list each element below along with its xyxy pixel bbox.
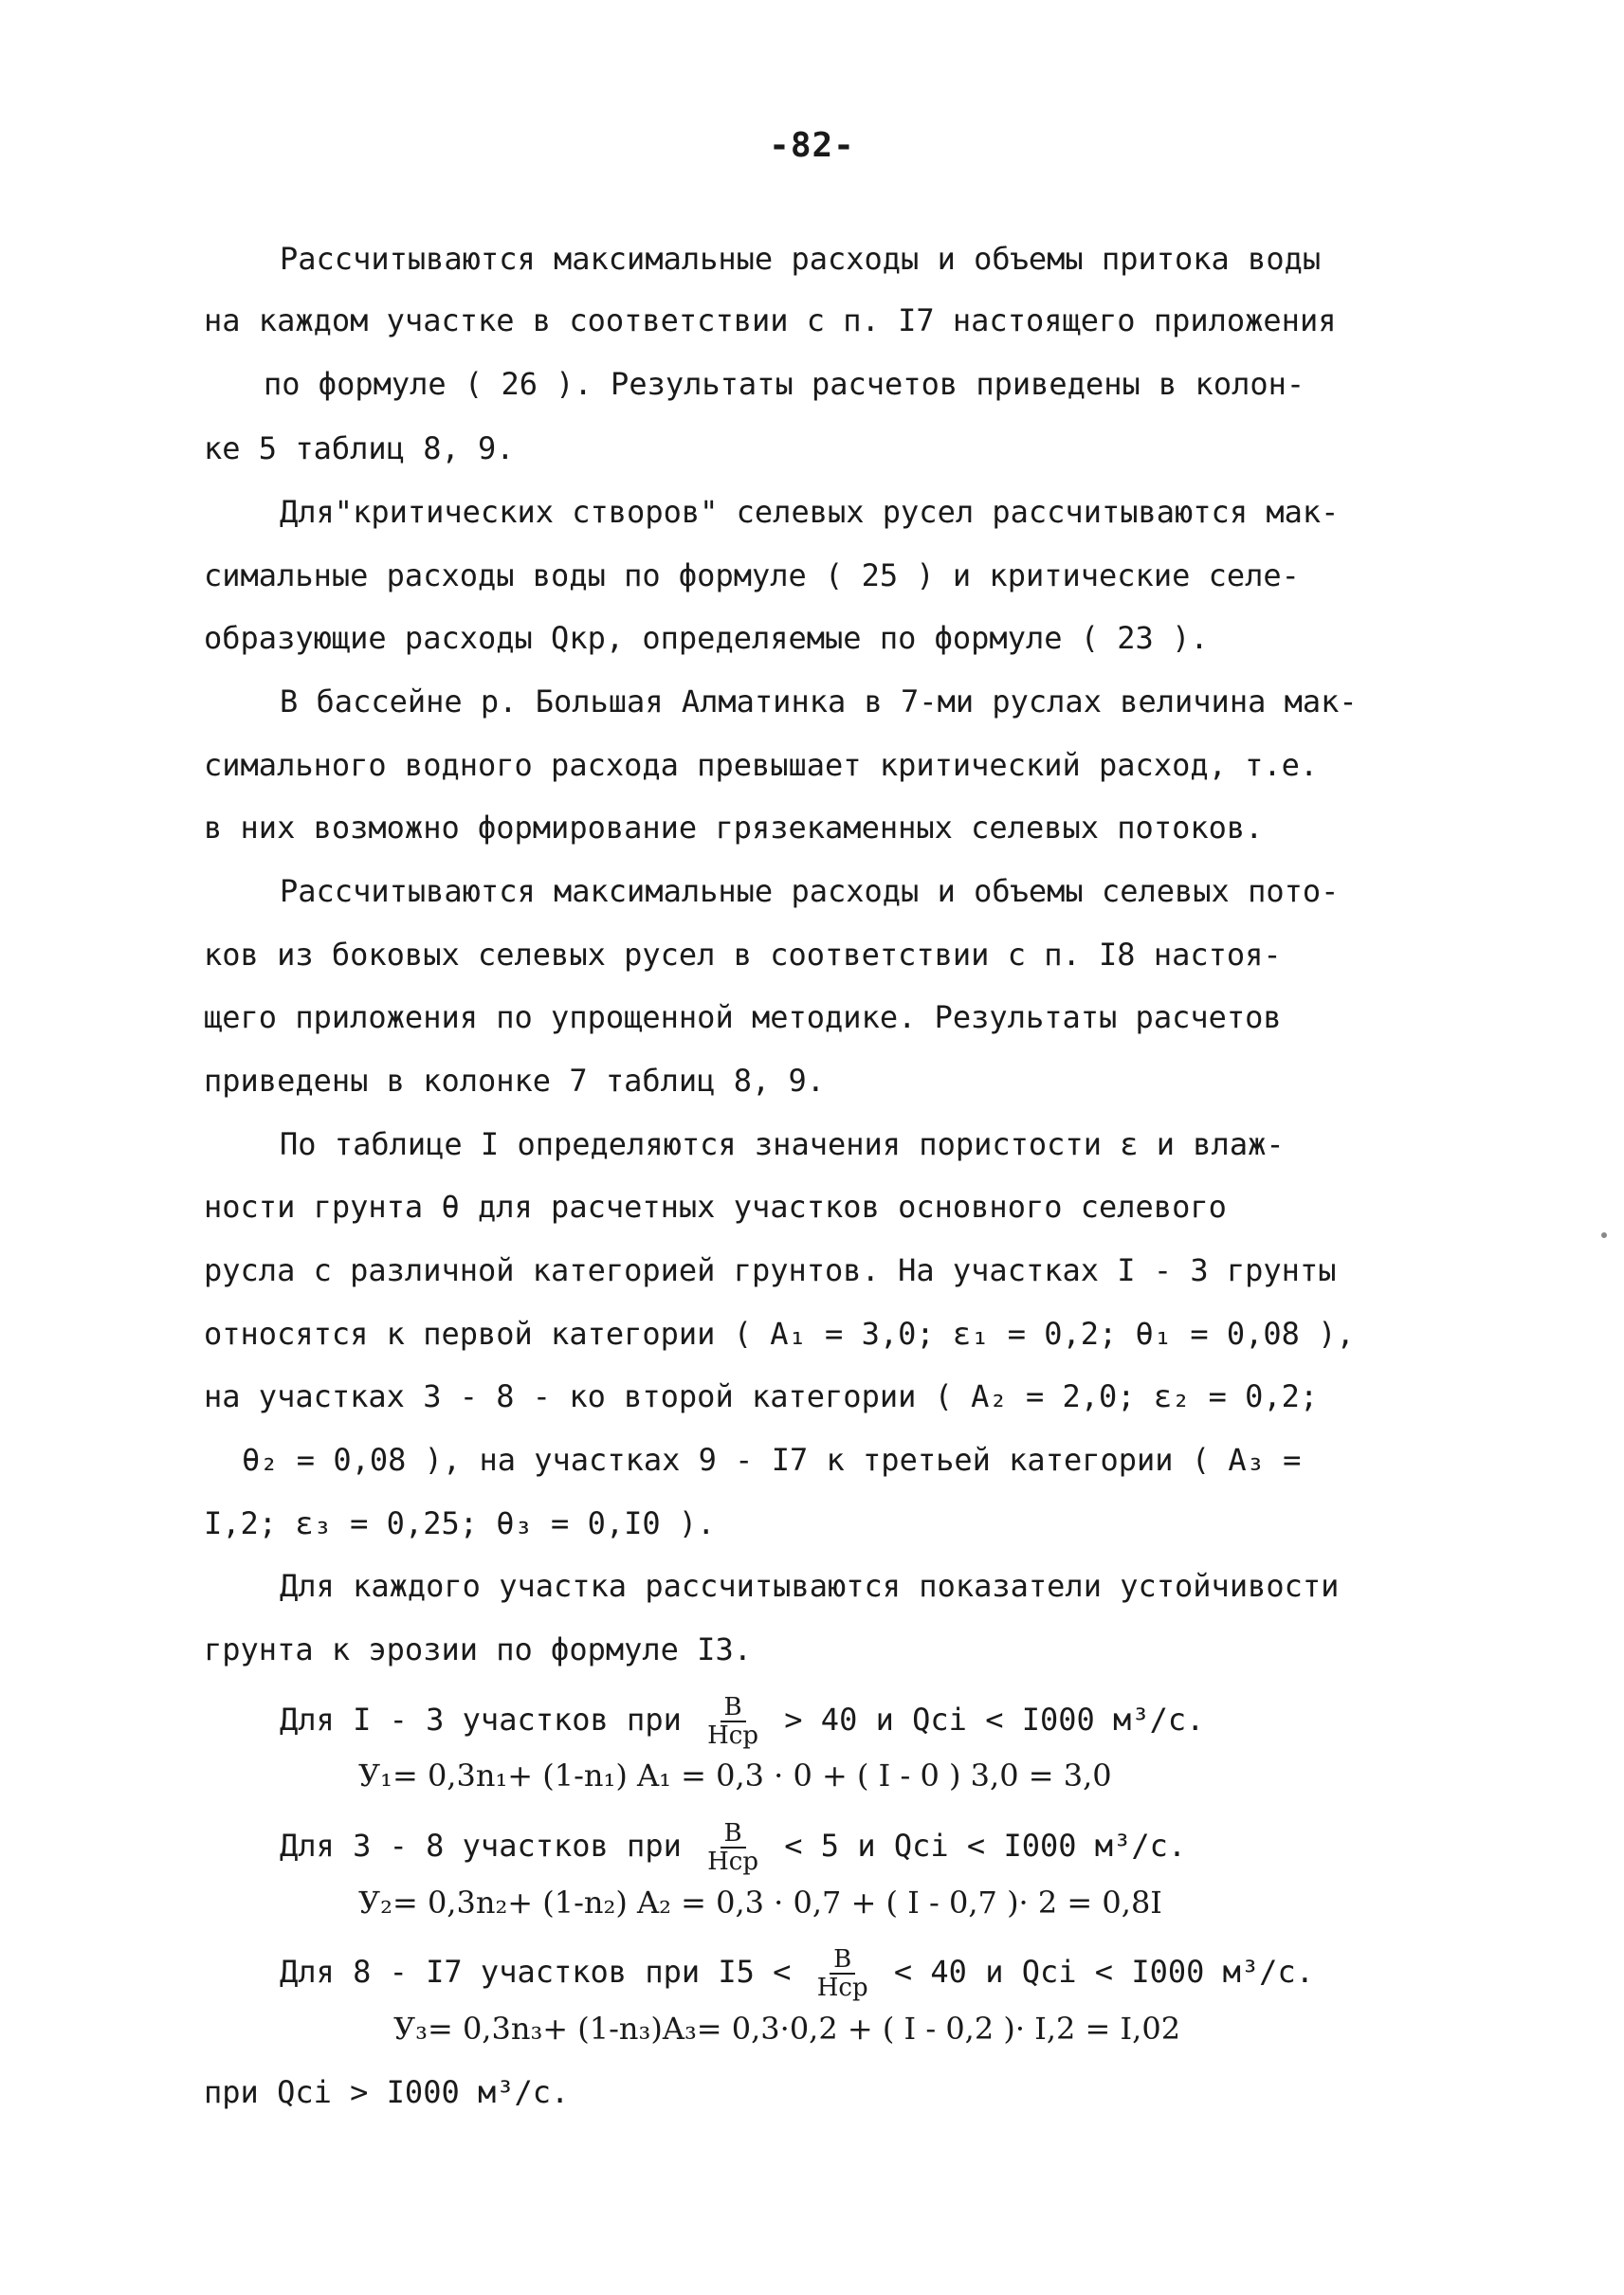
formula-y3: У₃= 0,3n₃+ (1-n₃)A₃= 0,3·0,2 + ( I - 0,2 )· I,2 = I,02 [393, 2011, 1181, 2047]
text-line: в них возможно формирование грязекаменных селевых потоков. [204, 810, 1264, 846]
text-line: Рассчитываются максимальные расходы и объемы селевых пото- [280, 873, 1340, 909]
text-line: симальные расходы воды по формуле ( 25 ) и критические селе- [204, 557, 1300, 593]
fraction-numerator: B [830, 1946, 855, 1975]
scan-dot [1601, 1232, 1607, 1238]
text-line: русла с различной категорией грунтов. На участках I - 3 грунты [204, 1252, 1337, 1288]
text-line: грунта к эрозии по формуле I3. [204, 1631, 752, 1667]
condition-text: Для I - 3 участков при [280, 1702, 682, 1738]
text-line: Рассчитываются максимальные расходы и объемы притока воды [280, 241, 1322, 277]
condition-line-2 [280, 1820, 1186, 1875]
text-line: относятся к первой категории ( A₁ = 3,0; ε₁ = 0,2; θ₁ = 0,08 ), [204, 1316, 1355, 1352]
condition-text: Для 3 - 8 участков при [280, 1828, 682, 1864]
text-line: θ₂ = 0,08 ), на участках 9 - I7 к третьей категории ( A₃ = [242, 1442, 1302, 1478]
text-line: на каждом участке в соответствии с п. I7 настоящего приложения [204, 302, 1337, 338]
fraction-denominator: Hср [707, 1848, 758, 1876]
condition-line-1 [280, 1694, 1204, 1749]
text-line: на участках 3 - 8 - ко второй категории ( A₂ = 2,0; ε₂ = 0,2; [204, 1378, 1319, 1414]
formula-y2: У₂= 0,3n₂+ (1-n₂) A₂ = 0,3 · 0,7 + ( I - 0,7 )· 2 = 0,8I [358, 1885, 1162, 1921]
fraction-numerator: B [721, 1820, 746, 1849]
condition-text: < 40 и Qсi < I000 м³/с. [893, 1954, 1314, 1990]
condition-text: Для 8 - I7 участков при I5 < [280, 1954, 792, 1990]
text-line: В бассейне р. Большая Алматинка в 7-ми руслах величина мак- [280, 683, 1358, 719]
text-line: приведены в колонке 7 таблиц 8, 9. [204, 1063, 826, 1099]
page-number: -82- [769, 126, 855, 165]
text-line: Для каждого участка рассчитываются показатели устойчивости [280, 1568, 1340, 1604]
fraction [813, 1946, 872, 2001]
text-line: образующие расходы Qкр, определяемые по формуле ( 23 ). [204, 620, 1209, 656]
final-condition: при Qсi > I000 м³/с. [204, 2074, 570, 2110]
text-line: по формуле ( 26 ). Результаты расчетов приведены в колон- [264, 366, 1305, 402]
fraction [703, 1694, 762, 1749]
text-line: ке 5 таблиц 8, 9. [204, 430, 515, 466]
text-line: ков из боковых селевых русел в соответствии с п. I8 настоя- [204, 937, 1282, 973]
text-line: По таблице I определяются значения пористости ε и влаж- [280, 1126, 1285, 1162]
formula-y1: У₁= 0,3n₁+ (1-n₁) A₁ = 0,3 · 0 + ( I - 0 ) 3,0 = 3,0 [358, 1758, 1112, 1794]
text-line: ности грунта θ для расчетных участков основного селевого [204, 1189, 1227, 1225]
condition-line-3 [280, 1946, 1314, 2001]
fraction-numerator: B [721, 1694, 746, 1722]
text-line: I,2; ε₃ = 0,25; θ₃ = 0,I0 ). [204, 1505, 716, 1541]
text-line: щего приложения по упрощенной методике. Результаты расчетов [204, 999, 1282, 1035]
fraction-denominator: Hср [816, 1974, 868, 2002]
condition-text: < 5 и Qсi < I000 м³/с. [784, 1828, 1187, 1864]
text-line: симального водного расхода превышает критический расход, т.е. [204, 747, 1319, 783]
text-line: Для"критических створов" селевых русел рассчитываются мак- [280, 494, 1340, 530]
fraction-denominator: Hср [707, 1721, 758, 1750]
fraction [703, 1820, 762, 1875]
condition-text: > 40 и Qсi < I000 м³/с. [784, 1702, 1205, 1738]
